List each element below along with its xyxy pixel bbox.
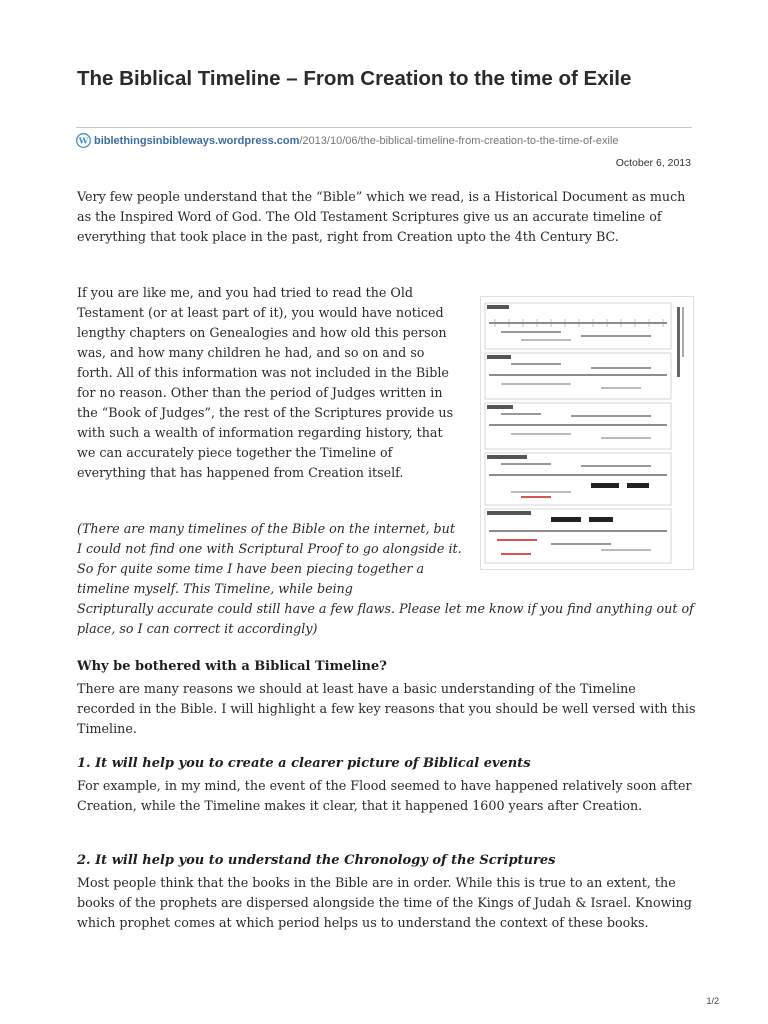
page-title: The Biblical Timeline – From Creation to the time of Exile	[77, 67, 632, 90]
reason-2-heading: 2. It will help you to understand the Chronology of the Scriptures	[77, 853, 556, 868]
svg-text:W: W	[78, 135, 89, 146]
why-paragraph: There are many reasons we should at least have a basic understanding of the Timeline recorded in the Bible. I will highlight a few key reasons that you should be well versed with this Timeline.	[77, 681, 696, 736]
author-note-part1: (There are many timelines of the Bible on the internet, but I could not find one with Scriptural Proof to go alongside it. So for quite some time I have been piecing together a timeline myself. This Timeline, while being	[77, 521, 462, 596]
reason-1-paragraph: For example, in my mind, the event of the Flood seemed to have happened relatively soon after Creation, while the Timeline makes it clear, that it happened 1600 years after Creation.	[77, 778, 692, 813]
author-note-part2: Scripturally accurate could still have a few flaws. Please let me know if you find anything out of place, so I can correct it accordingly)	[77, 601, 694, 636]
source-link-domain[interactable]: biblethingsinbibleways.wordpress.com	[94, 135, 300, 147]
wordpress-icon	[76, 133, 91, 148]
post-date: October 6, 2013	[615, 157, 691, 169]
source-url-line	[76, 127, 692, 155]
author-note-paragraph	[77, 519, 697, 639]
intro-paragraph: Very few people understand that the “Bible” which we read, is a Historical Document as much as the Inspired Word of God. The Old Testament Scriptures give us an accurate timeline of everything that took place in the past, right from Creation upto the 4th Century BC.	[77, 189, 686, 244]
reason-2-paragraph: Most people think that the books in the Bible are in order. While this is true to an extent, the books of the prophets are dispersed alongside the time of the Kings of Judah & Israel. Knowing which prophet comes at which period helps us to understand the context of these books.	[77, 875, 692, 930]
source-link-path[interactable]: /2013/10/06/the-biblical-timeline-from-creation-to-the-time-of-exile	[299, 135, 619, 147]
genealogy-paragraph: If you are like me, and you had tried to read the Old Testament (or at least part of it), you would have noticed lengthy chapters on Genealogies and how old this person was, and how many children he had, and so on and so forth. All of this information was not included in the Bible for no reason. Other than the period of Judges written in the “Book of Judges”, the rest of the Scriptures provide us with such a wealth of information regarding history, that we can accurately piece together the Timeline of everything that has happened from Creation itself.	[77, 285, 454, 480]
why-heading: Why be bothered with a Biblical Timeline?	[77, 659, 387, 674]
page-number: 1/2	[706, 996, 719, 1006]
reason-1-heading: 1. It will help you to create a clearer picture of Biblical events	[77, 756, 531, 771]
